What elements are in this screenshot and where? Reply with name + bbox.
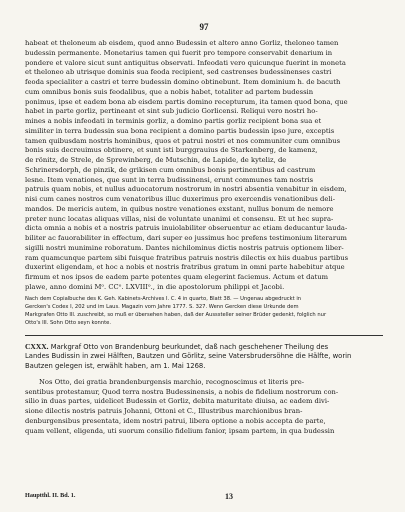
text-line: mandos. De mericis autem, in quibus nostre venationes exstant, nullus bonum de nemore bbox=[25, 204, 334, 213]
text-line: silio in duas partes, uidelicet Budessin et Gorliz, debita maturitate diuisa, ac eadem divi- bbox=[25, 397, 330, 406]
text-line: firmum et nos ipsos de eadem parte potentes quam elegerint faciemus. Actum et datum bbox=[25, 273, 329, 281]
text-line: pondere et valore sicut sunt antiquitus observati. Infeodati vero quicunque fuerint in moneta bbox=[25, 58, 346, 67]
footnote-line: Markgrafen Otto III. zuschreibt, so muß er übersehen haben, daß der Ausssteller seiner Brüder gedenkt, folglich nur bbox=[25, 311, 327, 318]
footnote-line: Nach dem Copialbuche des K. Geh. Kabinets-Archives I. C. 4 in quarto, Blatt 38. — Ungenau abgedruckt in bbox=[25, 295, 302, 302]
text-line: et theloneo ab utrisque dominis sua feoda recipient, sed castrenses budessinenses castri bbox=[25, 68, 332, 77]
text-line: sentibus protestamur, Quod terra nostra Budessinensis, a nobis de fidelium nostrorum con- bbox=[25, 387, 339, 396]
text-line: nisi cum canes nostros cum venatoribus illuc duxerimus pro exercendis venationibus deli- bbox=[25, 195, 336, 203]
text-line: similiter in terra budessin sua bona recipient a domino partis budessin ipso jure, exceptis bbox=[25, 126, 335, 135]
text-line: preter nunc locatas aliquas villas, nisi de voluntate unanimi et consensu. Et ut hec supra- bbox=[25, 214, 334, 223]
text-line: ram quamcunque partem sibi fuisque fratribus patruis nostris dilectis ex hiis duabus partibus bbox=[25, 253, 349, 262]
text-line: de rönitz, de Strele, de Sprewinberg, de Mutschin, de Lapide, de kyteliz, de bbox=[25, 156, 287, 164]
footnote-line: Gercken's Codex I, 202 und im Laus. Magazin vom Jahre 1777. S. 327. Wenn Gercken diese Urkunde dem bbox=[25, 303, 299, 310]
footnote-line: Otto's III. Sohn Otto seyn konnte. bbox=[25, 319, 111, 326]
page-footer bbox=[25, 492, 383, 501]
text-line: Schrinersdorph, de pinzik, de grikisen cum omnibus bonis pertinentibus ad castrum bbox=[25, 165, 316, 174]
text-line: Nos Otto, dei gratia brandenburgensis marchio, recognoscimus et literis pre- bbox=[39, 377, 305, 386]
text-line: dicta omnia a nobis et a nostris patruis inuiolabiliter obseruentur ac etiam deducantur lauda- bbox=[25, 224, 348, 233]
text-line: mines a nobis infeodati in terminis gorliz, a domino partis gorliz recipient bona sua et bbox=[25, 117, 322, 125]
section-divider bbox=[25, 335, 383, 336]
charter-body-text bbox=[25, 39, 383, 293]
text-line: bonis suis decreuimus obtinere, et sunt isti burggrauius de Starkenberg, de kamenz, bbox=[25, 146, 318, 155]
text-line: tamen quibusdam nostris hominibus, quos et patrui nostri et nos communiter cum omnibus bbox=[25, 136, 341, 145]
heading-line: Markgraf Otto von Brandenburg beurkundet, daß nach geschehener Theilung des bbox=[50, 342, 329, 351]
source-footnote bbox=[25, 295, 383, 327]
text-line: plawe, anno domini Mᵒ. CCᵒ. LXVIIIᵒ., in die apostolorum philippi et Jacobi. bbox=[25, 282, 285, 291]
text-line: ponimus, ipse et eadem bona ab eisdem partis domino recepturum, ita tamen quod bona, que bbox=[25, 97, 348, 106]
volume-label: Hauptthl. II. Bd. 1. bbox=[25, 492, 76, 499]
section-number: CXXX. bbox=[25, 341, 49, 351]
text-line: budessin permanente. Monetarius tamen qui fuerit pro tempore conservabit denarium in bbox=[25, 48, 333, 57]
page-number: 97 bbox=[199, 22, 209, 32]
signature-number: 13 bbox=[225, 492, 233, 501]
text-line: duxerint eligendam, et hoc a nobis et nostris fratribus gratum in omni parte habebitur atque bbox=[25, 263, 345, 272]
text-line: habeat et theloneum ab eisdem, quod anno Budessin et altero anno Gorliz, theloneo tamen bbox=[25, 39, 339, 47]
text-line: lesne. Item venationes, que sunt in terra budissinensi, erunt communes tam nostris bbox=[25, 175, 314, 184]
heading-line: Landes Budissin in zwei Hälften, Bautzen und Görlitz, seine Vatersbrudersöhne die Hälfte, worin bbox=[25, 352, 352, 361]
text-line: patruis quam nobis, et nullus aduocatorum nostrorum in nostri absentia venabitur in eisdem, bbox=[25, 185, 347, 194]
text-line: biliter ac fauorabiliter in effectum, dari super eo jussimus hoc prefens testimonium literarum bbox=[25, 234, 347, 242]
text-line: denburgensibus presentata, idem nostri patrui, libera optione a nobis accepta de parte, bbox=[25, 416, 326, 425]
text-line: sigilli nostri munimine roboratum. Dantes nichilominus dictis nostris patruis optionem liber- bbox=[25, 243, 344, 252]
text-line: sione dilectis nostris patruis Johanni, Ottoni et C., Illustribus marchionibus bran- bbox=[25, 407, 303, 416]
text-line: quam vellent, eligenda, uti suorum consilio fidelium fanior, ipsam partem, in qua budessin bbox=[25, 426, 335, 435]
heading-line: Bautzen gelegen ist, erwählt haben, am 1. Mai 1268. bbox=[25, 362, 206, 371]
text-line: feoda specialiter a castri et terre budessin domino obtinebunt. Item dominium h. de bacuth bbox=[25, 78, 341, 86]
text-line: habet in parte gorliz, pertineant et sint sub judicio Gorlicensi. Reliqui vero nostri ho- bbox=[25, 107, 318, 116]
new-charter-text bbox=[25, 378, 383, 437]
section-heading bbox=[25, 342, 383, 372]
text-line: cum omnibus bonis suis feodalibus, que a nobis habet, totaliter ad partem budessin bbox=[25, 87, 314, 96]
